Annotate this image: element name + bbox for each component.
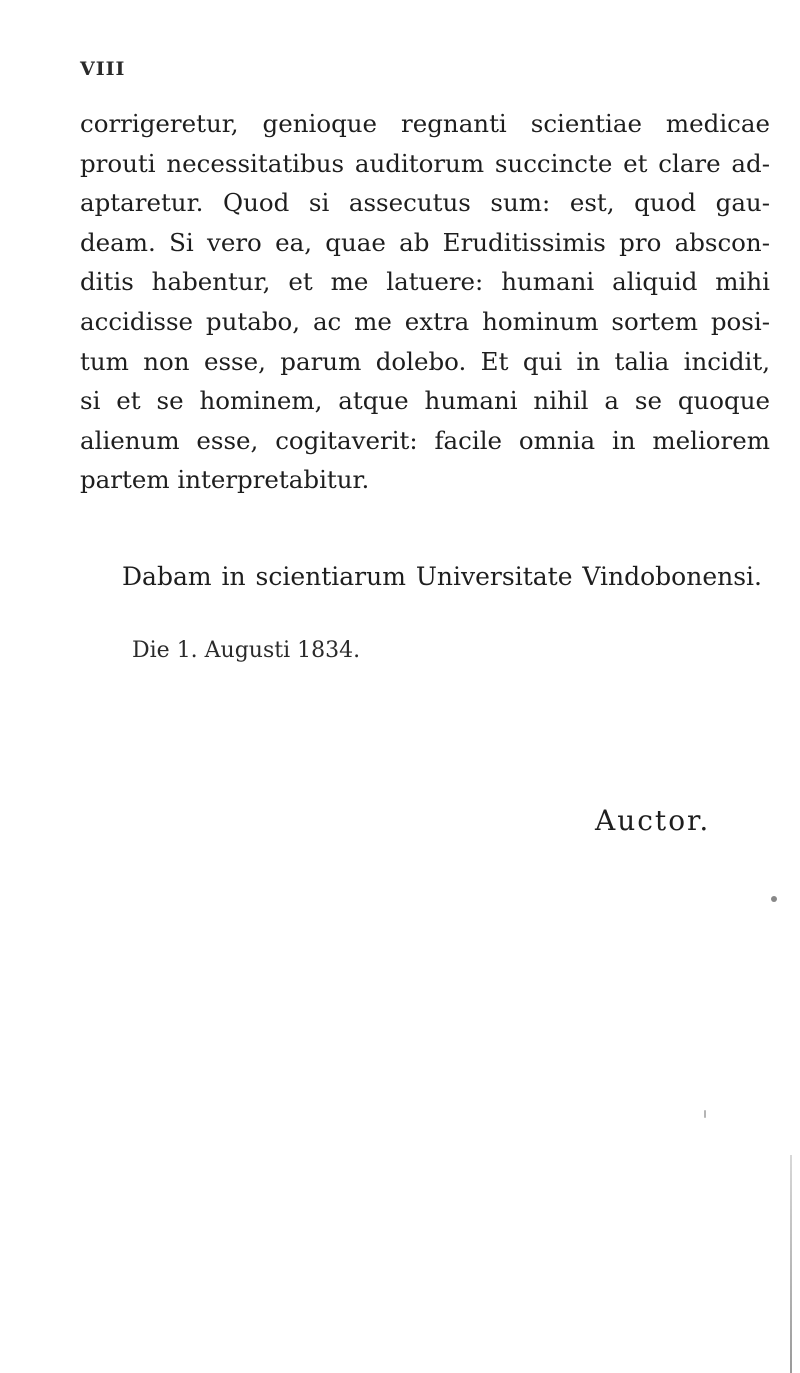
text-line: prouti necessitatibus auditorum succincte et clare ad- (80, 148, 770, 178)
text-line: accidisse putabo, ac me extra hominum sortem posi- (80, 306, 770, 336)
date-line: Die 1. Augusti 1834. (132, 638, 361, 663)
text-line: ditis habentur, et me latuere: humani aliquid mihi (80, 267, 770, 297)
ink-speck (771, 896, 777, 902)
text-line: aptaretur. Quod si assecutus sum: est, quod gau- (80, 188, 770, 218)
body-paragraph (80, 104, 770, 500)
text-line: tum non esse, parum dolebo. Et qui in talia incidit, (80, 346, 770, 376)
text-line: alienum esse, cogitaverit: facile omnia in meliorem (80, 425, 770, 455)
ink-speck (704, 1110, 706, 1118)
page-number: VIII (80, 58, 126, 80)
text-line: si et se hominem, atque humani nihil a se quoque (80, 386, 770, 416)
page-edge-shadow (790, 1155, 792, 1373)
author-signature: Auctor. (595, 804, 711, 837)
text-line: corrigeretur, genioque regnanti scientiae medicae (80, 109, 770, 138)
text-line: deam. Si vero ea, quae ab Eruditissimis pro abscon- (80, 227, 770, 257)
dating-line: Dabam in scientiarum Universitate Vindobonensi. (122, 562, 762, 591)
text-line: partem interpretabitur. (80, 465, 370, 495)
